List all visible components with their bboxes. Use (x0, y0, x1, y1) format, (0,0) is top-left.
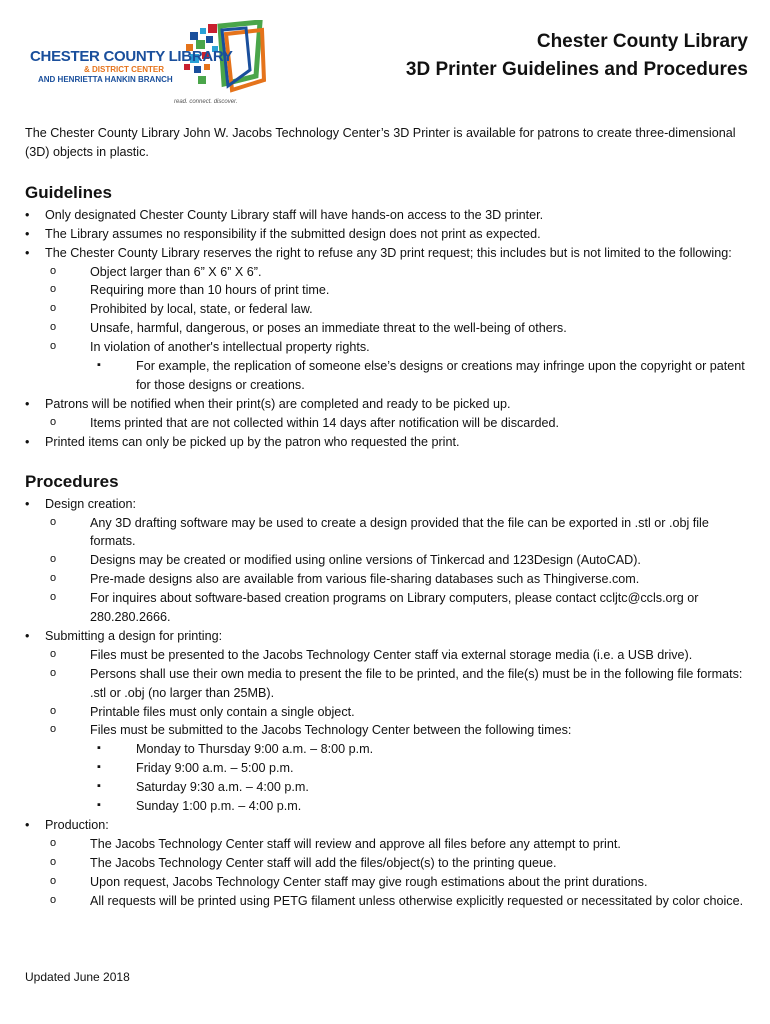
list-item: • Submitting a design for printing: o Files must be presented to the Jacobs Technology Center staff via external storage media (i.e. a USB drive). o Persons shall use their own media to present the file to be printed, and the file(s) must be in the following file formats: .stl or .obj (no larger than 25MB). o Printable files must only contain a single object. o Files must be submitted to the Jacobs Technology Center between the following times: ▪ Monday to Thursday 9:00 a.m. – 8:00 p.m. ▪ Friday 9:00 a.m. – 5:00 p.m. ▪ Saturday 9:30 a.m. – 4:00 p.m. ▪ Sunday 1:00 p.m. – 4:00 p.m. (25, 627, 750, 816)
list-item: o Pre-made designs also are available from various file-sharing databases such as Thingiverse.com. (25, 570, 750, 589)
list-item: o Items printed that are not collected within 14 days after notification will be discarded. (25, 414, 750, 433)
ip-example-list (90, 357, 750, 395)
list-item: o Prohibited by local, state, or federal law. (25, 300, 750, 319)
submission-hours-list (90, 740, 750, 816)
list-item: o Printable files must only contain a single object. (25, 703, 750, 722)
list-item: • Printed items can only be picked up by the patron who requested the print. (25, 433, 750, 452)
list-item: • Production: o The Jacobs Technology Center staff will review and approve all files before any attempt to print. o The Jacobs Technology Center staff will add the files/object(s) to the printing queue. o Upon request, Jacobs Technology Center staff may give rough estimations about the print durations. o All requests will be printed using PETG filament unless otherwise explicitly requested or necessitated by color choice. (25, 816, 750, 911)
logo-title: CHESTER COUNTY LIBRARY (30, 48, 233, 65)
list-item: o Unsafe, harmful, dangerous, or poses an immediate threat to the well-being of others. (25, 319, 750, 338)
list-item: • Only designated Chester County Library staff will have hands-on access to the 3D printer. (25, 206, 750, 225)
list-item: o Persons shall use their own media to present the file to be printed, and the file(s) must be in the following file formats: .stl or .obj (no larger than 25MB). (25, 665, 750, 703)
list-item: o The Jacobs Technology Center staff will review and approve all files before any attempt to print. (25, 835, 750, 854)
document-title (406, 28, 748, 84)
list-item: o Upon request, Jacobs Technology Center staff may give rough estimations about the print durations. (25, 873, 750, 892)
list-item: o Files must be submitted to the Jacobs Technology Center between the following times: ▪ Monday to Thursday 9:00 a.m. – 8:00 p.m. ▪ Friday 9:00 a.m. – 5:00 p.m. ▪ Saturday 9:30 a.m. – 4:00 p.m. ▪ Sunday 1:00 p.m. – 4:00 p.m. (25, 721, 750, 816)
library-logo (24, 20, 274, 112)
guidelines-heading: Guidelines (25, 182, 112, 202)
guidelines-list (25, 206, 750, 452)
list-item: o For inquires about software-based creation programs on Library computers, please contact ccljtc@ccls.org or 280.280.2666. (25, 589, 750, 627)
list-item: • The Chester County Library reserves the right to refuse any 3D print request; this includes but is not limited to the following: o Object larger than 6” X 6” X 6”. o Requiring more than 10 hours of print time. o Prohibited by local, state, or federal law. o Unsafe, harmful, dangerous, or poses an immediate threat to the well-being of others. o In violation of another's intellectual property rights. ▪ For example, the replication of someone else’s designs or creations may infringe upon the copyright or patent for those designs or creations. (25, 244, 750, 395)
list-item: ▪ Saturday 9:30 a.m. – 4:00 p.m. (25, 778, 750, 797)
document-body (25, 124, 750, 911)
logo-tagline: read. connect. discover. (174, 99, 238, 105)
title-line-2: 3D Printer Guidelines and Procedures (405, 59, 748, 80)
logo-branch: AND HENRIETTA HANKIN BRANCH (38, 75, 173, 84)
intro-paragraph: The Chester County Library John W. Jacobs Technology Center’s 3D Printer is available for patrons to create three-dimensional (3D) objects in plastic. (25, 126, 736, 159)
list-item: ▪ Friday 9:00 a.m. – 5:00 p.m. (25, 759, 750, 778)
list-item: o Designs may be created or modified using online versions of Tinkercad and 123Design (AutoCAD). (25, 551, 750, 570)
list-item: o Requiring more than 10 hours of print time. (25, 281, 750, 300)
list-item: o Object larger than 6” X 6” X 6”. (25, 263, 750, 282)
list-item: ▪ Sunday 1:00 p.m. – 4:00 p.m. (25, 797, 750, 816)
logo-subtitle: & DISTRICT CENTER (84, 65, 164, 74)
design-creation-list (45, 514, 750, 627)
list-item: ▪ For example, the replication of someone else’s designs or creations may infringe upon the copyright or patent for those designs or creations. (25, 357, 750, 395)
title-line-1: Chester County Library (536, 31, 748, 52)
production-list (45, 835, 750, 911)
list-item: • Patrons will be notified when their print(s) are completed and ready to be picked up. o Items printed that are not collected within 14 days after notification will be discarded. (25, 395, 750, 433)
list-item: o The Jacobs Technology Center staff will add the files/object(s) to the printing queue. (25, 854, 750, 873)
procedures-heading: Procedures (25, 471, 119, 491)
list-item: o Files must be presented to the Jacobs Technology Center staff via external storage media (i.e. a USB drive). (25, 646, 750, 665)
list-item: • Design creation: o Any 3D drafting software may be used to create a design provided that the file can be exported in .stl or .obj file formats. o Designs may be created or modified using online versions of Tinkercad and 123Design (AutoCAD). o Pre-made designs also are available from various file-sharing databases such as Thingiverse.com. o For inquires about software-based creation programs on Library computers, please contact ccljtc@ccls.org or 280.280.2666. (25, 495, 750, 627)
submitting-list (45, 646, 750, 816)
list-item: o Any 3D drafting software may be used to create a design provided that the file can be exported in .stl or .obj file formats. (25, 514, 750, 552)
refusal-criteria-list (45, 263, 750, 395)
list-item: ▪ Monday to Thursday 9:00 a.m. – 8:00 p.m. (25, 740, 750, 759)
list-item: • The Library assumes no responsibility if the submitted design does not print as expected. (25, 225, 750, 244)
pickup-list (45, 414, 750, 433)
list-item: o In violation of another's intellectual property rights. ▪ For example, the replication of someone else’s designs or creations may infringe upon the copyright or patent for those designs or creations. (25, 338, 750, 395)
procedures-list (25, 495, 750, 911)
updated-date: Updated June 2018 (25, 970, 130, 984)
page-header (0, 0, 770, 115)
list-item: o All requests will be printed using PETG filament unless otherwise explicitly requested or necessitated by color choice. (25, 892, 750, 911)
